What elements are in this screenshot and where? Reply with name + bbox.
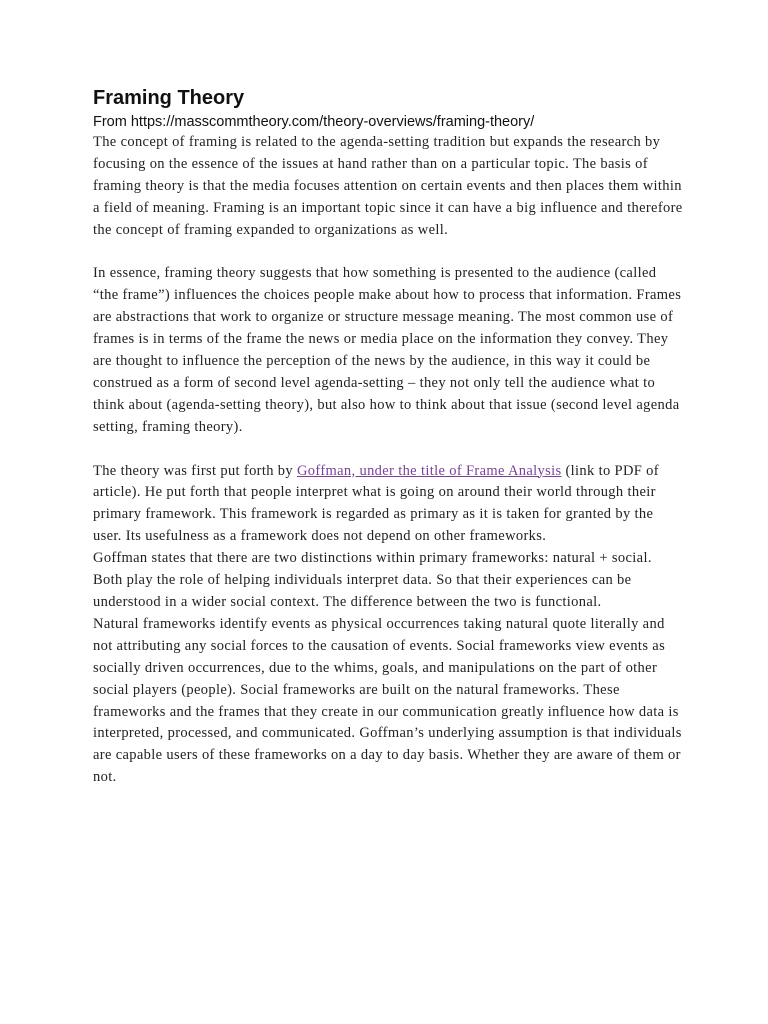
source-line: From https://masscommtheory.com/theory-overviews/framing-theory/: [93, 114, 535, 130]
paragraph-1: The concept of framing is related to the agenda-setting tradition but expands the research by focusing on the essence of the issues at hand rather than on a particular topic. The basis of framing theory is that the media focuses attention on certain events and then places them within a field of meaning. Framing is an important topic since it can have a big influence and therefore the concept of framing expanded to organizations as well.: [93, 134, 683, 238]
paragraph-4: Goffman states that there are two distinctions within primary frameworks: natural + social. Both play the role of helping individuals interpret data. So that their experiences can be understood in a wider social context. The difference between the two is functional.: [93, 550, 652, 610]
paragraph-spacer: [93, 242, 683, 264]
paragraph-3-text-start: The theory was first put forth by: [93, 462, 297, 479]
page-title: Framing Theory: [93, 87, 245, 109]
paragraph-2: In essence, framing theory suggests that how something is presented to the audience (called “the frame”) influences the choices people make about how to process that information. Frames are abstractions that work to organize or structure message meaning. The most common use of frames is in terms of the frame the news or media place on the information they convey. They are thought to influence the perception of the news by the audience, in this way it could be construed as a form of second level agenda-setting – they not only tell the audience what to think about (agenda-setting theory), but also how to think about that issue (second level agenda setting, framing theory).: [93, 265, 682, 435]
goffman-frame-analysis-link[interactable]: Goffman, under the title of Frame Analysis: [296, 462, 562, 479]
paragraph-3-text-end: (link to PDF of article). He put forth that people interpret what is going on around their world through their primary framework. This framework is regarded as primary as it is taken for granted by the user. Its usefulness as a framework does not depend on other frameworks.: [93, 462, 659, 545]
paragraph-spacer: [93, 439, 683, 461]
paragraph-3: [93, 461, 683, 549]
paragraph-5: Natural frameworks identify events as physical occurrences taking natural quote literally and not attributing any social forces to the causation of events. Social frameworks view events as socially driven occurrences, due to the whims, goals, and manipulations on the part of other social players (people). Social frameworks are built on the natural frameworks. These frameworks and the frames that they create in our communication greatly influence how data is interpreted, processed, and communicated. Goffman’s underlying assumption is that individuals are capable users of these frameworks on a day to day basis. Whether they are aware of them or not.: [93, 615, 682, 786]
document-page: [93, 85, 683, 789]
